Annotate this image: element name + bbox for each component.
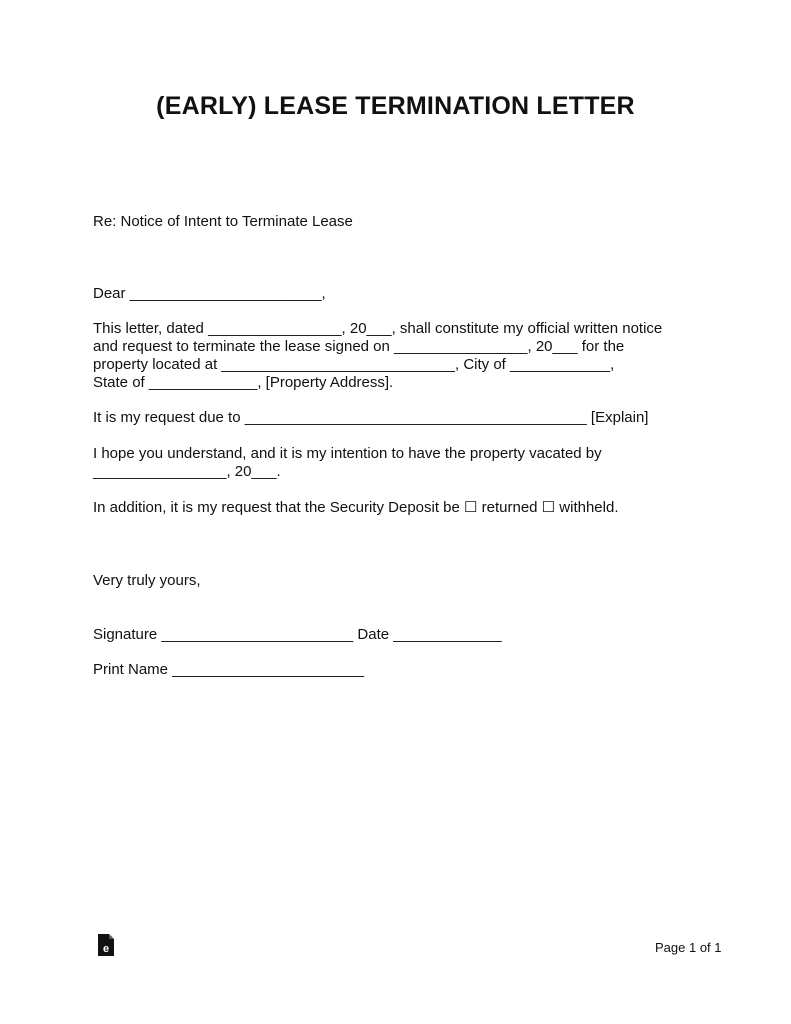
paragraph-line-2: and request to terminate the lease signed on ________________, 20___ for the <box>93 338 625 355</box>
deposit-line: In addition, it is my request that the Security Deposit be ☐ returned ☐ withheld. <box>93 499 619 516</box>
paragraph-line-1: This letter, dated ________________, 20___, shall constitute my official written notice <box>93 320 663 337</box>
print-name-line: Print Name _______________________ <box>93 661 365 678</box>
closing: Very truly yours, <box>93 572 201 589</box>
svg-text:e: e <box>102 943 110 955</box>
eforms-logo-icon <box>97 933 115 957</box>
vacate-line-1: I hope you understand, and it is my intention to have the property vacated by <box>93 445 602 462</box>
document-title: (EARLY) LEASE TERMINATION LETTER <box>156 92 635 120</box>
re-line: Re: Notice of Intent to Terminate Lease <box>93 213 353 230</box>
paragraph-line-4: State of _____________, [Property Address]. <box>93 374 394 391</box>
page-number: Page 1 of 1 <box>655 940 722 955</box>
paragraph-line-3: property located at ____________________________, City of ____________, <box>93 356 615 373</box>
signature-line: Signature _______________________ Date _____________ <box>93 626 502 643</box>
salutation: Dear _______________________, <box>93 285 326 302</box>
reason-line: It is my request due to _________________________________________ [Explain] <box>93 409 649 426</box>
vacate-line-2: ________________, 20___. <box>93 463 281 480</box>
